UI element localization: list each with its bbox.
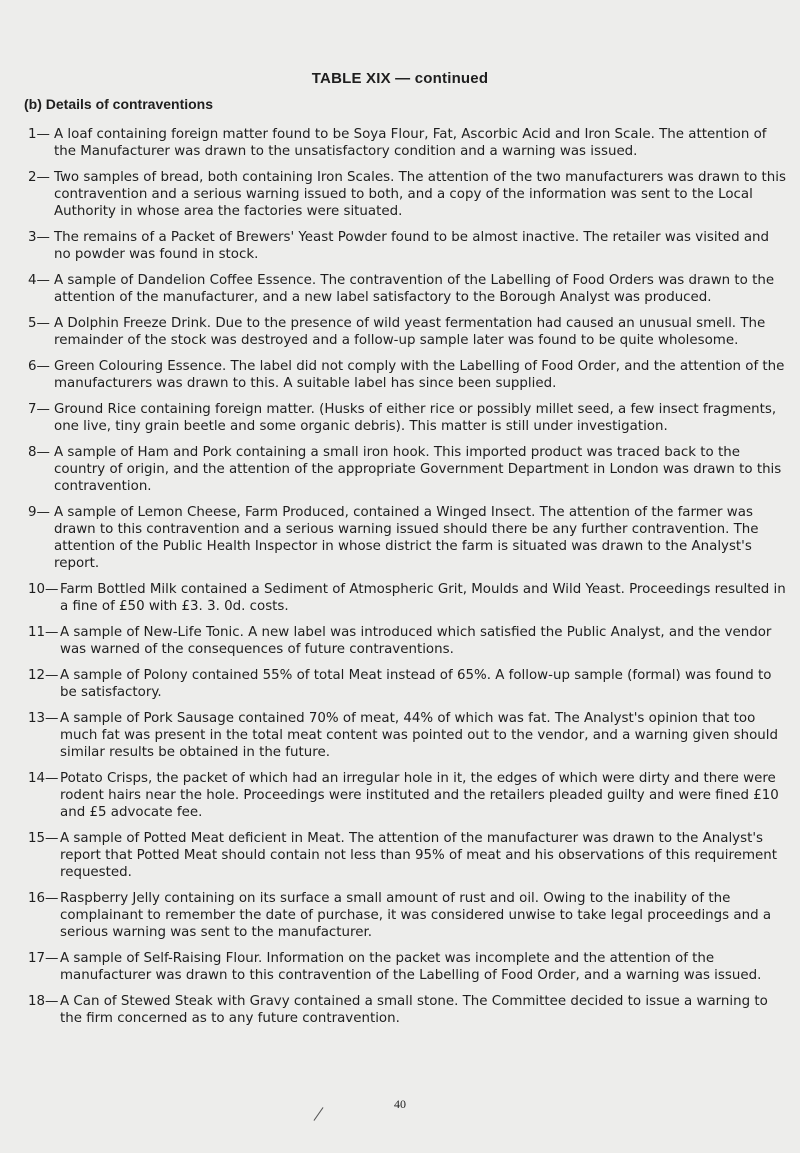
section-subtitle: (b) Details of contraventions bbox=[24, 96, 214, 112]
list-item bbox=[28, 993, 786, 1027]
item-text: Potato Crisps, the packet of which had an irregular hole in it, the edges of which were dirty and there were rodent hairs near the hole. Proceedings were instituted and the retailers pleaded guilty and were fined £10 and £5 advocate fee. bbox=[60, 771, 779, 820]
item-number: 18— bbox=[28, 994, 59, 1009]
contraventions-list bbox=[28, 126, 786, 1036]
list-item bbox=[28, 401, 786, 435]
item-text: Green Colouring Essence. The label did not comply with the Labelling of Food Order, and the attention of the manufacturers was drawn to this. A suitable label has since been supplied. bbox=[54, 359, 785, 391]
item-text: A sample of Polony contained 55% of total Meat instead of 65%. A follow-up sample (formal) was found to be satisfactory. bbox=[60, 668, 772, 700]
list-item bbox=[28, 581, 786, 615]
list-item bbox=[28, 315, 786, 349]
item-number: 16— bbox=[28, 891, 59, 906]
list-item bbox=[28, 358, 786, 392]
item-text: Ground Rice containing foreign matter. (Husks of either rice or possibly millet seed, a few insect fragments, one live, tiny grain beetle and some organic debris). This matter is still under investigation. bbox=[54, 402, 777, 434]
item-number: 1— bbox=[28, 127, 50, 142]
list-item bbox=[28, 770, 786, 821]
item-text: Farm Bottled Milk contained a Sediment of Atmospheric Grit, Moulds and Wild Yeast. Proceedings resulted in a fine of £50 with £3. 3. 0d. costs. bbox=[60, 582, 786, 614]
item-text: Two samples of bread, both containing Iron Scales. The attention of the two manufacturers was drawn to this contravention and a serious warning issued to both, and a copy of the information was sent to the Local Authority in whose area the factories were situated. bbox=[54, 170, 786, 219]
list-item bbox=[28, 272, 786, 306]
item-number: 2— bbox=[28, 170, 50, 185]
item-number: 5— bbox=[28, 316, 50, 331]
list-item bbox=[28, 890, 786, 941]
item-number: 14— bbox=[28, 771, 59, 786]
list-item bbox=[28, 830, 786, 881]
item-text: A loaf containing foreign matter found to be Soya Flour, Fat, Ascorbic Acid and Iron Scale. The attention of the Manufacturer was drawn to the unsatisfactory condition and a warning was issued. bbox=[54, 127, 767, 159]
list-item bbox=[28, 667, 786, 701]
item-number: 10— bbox=[28, 582, 59, 597]
list-item bbox=[28, 624, 786, 658]
list-item bbox=[28, 950, 786, 984]
item-number: 7— bbox=[28, 402, 50, 417]
list-item bbox=[28, 229, 786, 263]
list-item bbox=[28, 126, 786, 160]
table-title: TABLE XIX — continued bbox=[311, 70, 489, 87]
item-text: A sample of Ham and Pork containing a small iron hook. This imported product was traced back to the country of origin, and the attention of the appropriate Government Department in London was drawn to this contravention. bbox=[54, 445, 782, 494]
item-number: 8— bbox=[28, 445, 50, 460]
item-text: The remains of a Packet of Brewers' Yeast Powder found to be almost inactive. The retailer was visited and no powder was found in stock. bbox=[54, 230, 770, 262]
item-number: 13— bbox=[28, 711, 59, 726]
item-text: A sample of Dandelion Coffee Essence. The contravention of the Labelling of Food Orders was drawn to the attention of the manufacturer, and a new label satisfactory to the Borough Analyst was produced. bbox=[54, 273, 775, 305]
item-number: 12— bbox=[28, 668, 59, 683]
item-text: A Dolphin Freeze Drink. Due to the presence of wild yeast fermentation had caused an unusual smell. The remainder of the stock was destroyed and a follow-up sample later was found to be quite wholesome. bbox=[54, 316, 766, 348]
item-number: 17— bbox=[28, 951, 59, 966]
item-number: 6— bbox=[28, 359, 50, 374]
page-number: 40 bbox=[394, 1097, 406, 1111]
item-number: 3— bbox=[28, 230, 50, 245]
item-text: A sample of Self-Raising Flour. Information on the packet was incomplete and the attention of the manufacturer was drawn to this contravention of the Labelling of Food Order, and a warning was issued. bbox=[60, 951, 762, 983]
item-text: A sample of Potted Meat deficient in Meat. The attention of the manufacturer was drawn to the Analyst's report that Potted Meat should contain not less than 95% of meat and his observations of this requirement requested. bbox=[60, 831, 777, 880]
item-text: A sample of Pork Sausage contained 70% of meat, 44% of which was fat. The Analyst's opinion that too much fat was present in the total meat content was pointed out to the vendor, and a warning given should similar results be obtained in the future. bbox=[60, 711, 778, 760]
item-number: 4— bbox=[28, 273, 50, 288]
item-text: A Can of Stewed Steak with Gravy contained a small stone. The Committee decided to issue a warning to the firm concerned as to any future contravention. bbox=[60, 994, 768, 1026]
list-item bbox=[28, 169, 786, 220]
list-item bbox=[28, 504, 786, 572]
item-number: 9— bbox=[28, 505, 50, 520]
item-text: Raspberry Jelly containing on its surface a small amount of rust and oil. Owing to the inability of the complainant to remember the date of purchase, it was considered unwise to take legal proceedings and a serious warning was sent to the manufacturer. bbox=[60, 891, 772, 940]
list-item bbox=[28, 710, 786, 761]
list-item bbox=[28, 444, 786, 495]
item-number: 15— bbox=[28, 831, 59, 846]
item-text: A sample of Lemon Cheese, Farm Produced, contained a Winged Insect. The attention of the farmer was drawn to this contravention and a serious warning issued should there be any further contravention. The attention of the Public Health Inspector in whose district the farm is situated was drawn to the Analyst's report. bbox=[54, 505, 759, 571]
item-text: A sample of New-Life Tonic. A new label was introduced which satisfied the Public Analyst, and the vendor was warned of the consequences of future contraventions. bbox=[60, 625, 772, 657]
item-number: 11— bbox=[28, 625, 59, 640]
